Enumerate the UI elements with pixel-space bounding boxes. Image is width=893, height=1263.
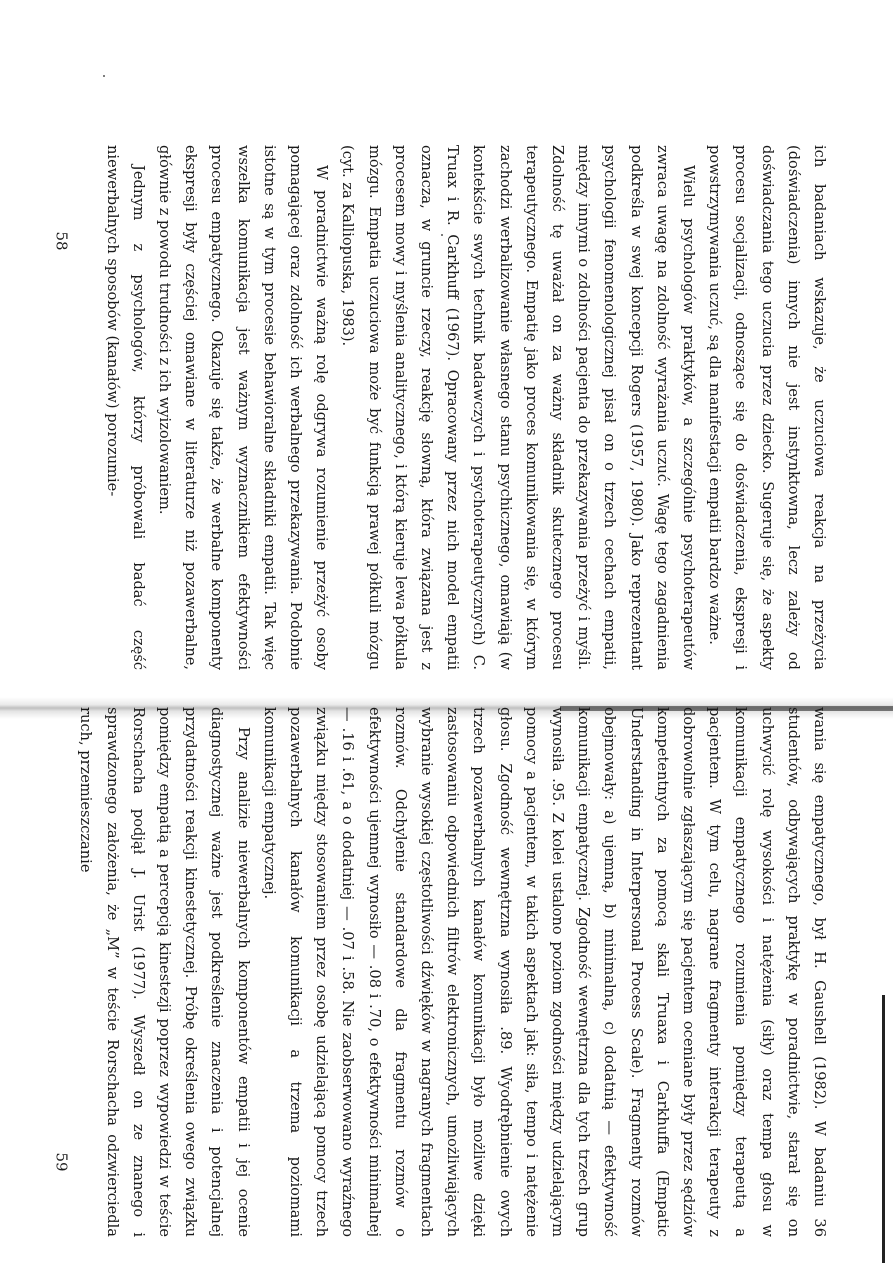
paragraph: Przy analizie niewerbalnych komponentów empatii i jej ocenie diagnostycznej ważne jest podkreślenie znaczenia i potencjalnej przydatności reakcji kinestetycznej. Próbę określenia owego związku pomiędzy empatią a percepcją kinestezji poprzez wypowiedzi w teście Rorschacha podjął J. Urist (1977). Wyszedł on ze znanego i sprawdzonego założenia, że „M” w teście Rorschacha odzwierciedla ruch, przemieszczanie — [77, 707, 252, 1237]
page-number-left: 58 — [52, 231, 71, 251]
right-page-text — [32, 707, 832, 1237]
page-number-right: 59 — [52, 1152, 71, 1172]
paragraph: ich badaniach wskazuje, że uczuciowa reakcja na przeżycia (doświadczenia) innych nie jest instynktowna, lecz zależy od doświadczania tego uczucia przez dziecko. Sugeruje się, że aspekty procesu socjalizacji, odnoszące się do doświadczenia, ekspresji i powstrzymywania uczuć, są dla manifestacji empatii bardzo ważne. — [706, 145, 828, 670]
paragraph: W poradnictwie ważną rolę odgrywa rozumienie przeżyć osoby pomagającej oraz zdolność ich werbalnego przekazywania. Podobnie istotne są w tym procesie behawioralne składniki empatii. Tak więc wszelka komunikacja jest ważnym wyznacznikiem efektywności procesu empatycznego. Okazuje się także, że werbalne komponenty ekspresji były częściej omawiane w literaturze niż pozawerbalne, głównie z powodu trudności z ich wyizolowaniem. — [155, 145, 331, 670]
paragraph: wania się empatycznego, był H. Gaushell (1982). W badaniu 36 studentów, odbywających praktykę w poradnictwie, starał się on uchwycić rolę wysokości i natężenia (siły) oraz tempa głosu w komunikacji empatycznego rozumienia pomiędzy terapeutą a pacjentem. W tym celu, nagrane fragmenty interakcji terapeuty z dobrowolnie zgłaszającym się pacjentem oceniane były przez sędziów kompetentnych za pomocą skali Truaxa i Carkhuffa (Empatic Understanding in Interpersonal Process Scale). Fragmenty rozmów obejmowały: a) ujemną, b) minimalną, c) dodatnią — efektywność komunikacji empatycznej. Zgodność wewnętrzna dla tych trzech grup wynosiła .95. Z kolei ustalono poziom zgodności między udzielającym pomocy a pacjentem, w takich aspektach jak: siła, tempo i natężenie głosu. Zgodność wewnętrzna wynosiła .89. Wyodrębnienie owych trzech pozawerbalnych kanałów komunikacji było możliwe dzięki zastosowaniu odpowiednich filtrów elektronicznych, umożliwiających wybranie wysokiej częstotliwości dźwięków w nagranych fragmentach rozmów. Odchylenie standardowe dla fragmentu rozmów o efektywności ujemnej wynosiło — .08 i .70, o efektywności minimalnej — .16 i .61, a o dodatniej — .07 i .58. Nie zaobserwowano wyraźnego związku między stosowaniem przez osobę udzielającą pomocy trzech pozawerbalnych kanałów komunikacji a trzema poziomami komunikacji empatycznej. — [260, 707, 828, 1237]
paragraph: Wielu psychologów praktyków, a szczególnie psychoterapeutów zwraca uwagę na zdolność wyrażania uczuć. Wagę tego zagadnienia podkreśla w swej koncepcji Rogers (1957, 1980). Jako reprezentant psychologii fenomenologicznej pisał on o trzech cechach empatii, między innymi o zdolności pacjenta do przekazywania przeżyć i myśli. Zdolność tę uważał on za ważny składnik skutecznego procesu terapeutycznego. Empatię jako proces komunikowania się, w którym zachodzi werbalizowanie własnego stanu psychicznego, omawiają (w kontekście swych technik badawczych i psychoterapeutycznych) C. Truax i R. Carkhuff (1967). Opracowany przez nich model empatii oznacza, w gruncie rzeczy, reakcję słowną, która związana jest z procesem mowy i myślenia analitycznego, i którą kieruje lewa półkula mózgu. Empatia uczuciowa może być funkcją prawej półkuli mózgu (cyt. za Kalliopuska, 1983). — [339, 145, 697, 670]
left-page-text — [32, 145, 832, 670]
scan-speck — [103, 75, 105, 77]
scan-edge-mark — [882, 995, 885, 1263]
paragraph: Jednym z psychologów, którzy próbowali badać część niewerbalnych sposobów (kanałów) porozumie- — [103, 145, 147, 670]
